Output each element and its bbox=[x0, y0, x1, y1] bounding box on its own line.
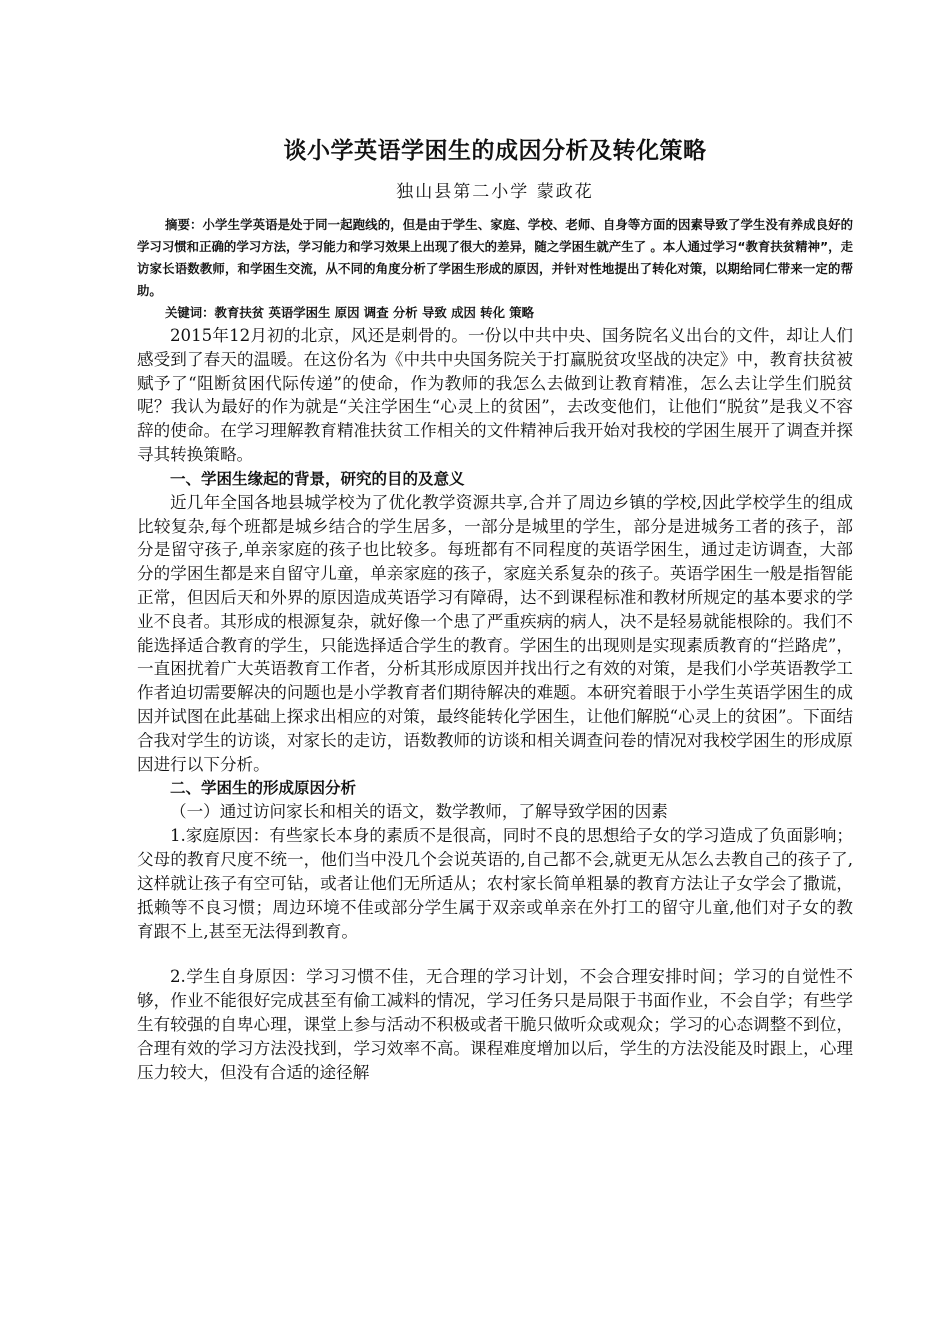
intro-paragraph: 2015年12月初的北京，风还是刺骨的。一份以中共中央、国务院名义出台的文件，却让人们感受到了春天的温暖。在这份名为《中共中央国务院关于打赢脱贫攻坚战的决定》中，教育扶贫被赋予了“阻断贫困代际传递”的使命，作为教师的我怎么去做到让教育精准，怎么去让学生们脱贫呢？我认为最好的作为就是“关注学困生“心灵上的贫困”，去改变他们，让他们“脱贫”是我义不容辞的使命。在学习理解教育精准扶贫工作相关的文件精神后我开始对我校的学困生展开了调查并探寻其转换策略。 bbox=[137, 326, 853, 464]
section-2-item-1: 1.家庭原因：有些家长本身的素质不是很高，同时不良的思想给子女的学习造成了负面影响；父母的教育尺度不统一，他们当中没几个会说英语的,自己都不会,就更无从怎么去教自己的孩子了,这样就让孩子有空可钻，或者让他们无所适从；农村家长简单粗暴的教育方法让子女学会了撒谎，抵赖等不良习惯；周边环境不佳或部分学生属于双亲或单亲在外打工的留守儿童,他们对子女的教育跟不上,甚至无法得到教育。 bbox=[137, 826, 853, 941]
section-2-item-2: 2.学生自身原因：学习习惯不佳，无合理的学习计划，不会合理安排时间；学习的自觉性不够，作业不能很好完成甚至有偷工减料的情况，学习任务只是局限于书面作业，不会自学；有些学生有较强的自卑心理，课堂上参与活动不积极或者干脆只做听众或观众；学习的心态调整不到位，合理有效的学习方法没找到，学习效率不高。课程难度增加以后，学生的方法没能及时跟上，心理压力较大，但没有合适的途径解 bbox=[137, 967, 853, 1082]
section-2-heading: 二、学困生的形成原因分析 bbox=[170, 779, 357, 798]
document-title: 谈小学英语学困生的成因分析及转化策略 bbox=[283, 138, 707, 164]
section-2-subheading: （一）通过访问家长和相关的语文，数学教师，了解导致学困的因素 bbox=[170, 802, 668, 822]
section-1-paragraph: 近几年全国各地县城学校为了优化教学资源共享,合并了周边乡镇的学校,因此学校学生的组成比较复杂,每个班都是城乡结合的学生居多，一部分是城里的学生，部分是进城务工者的孩子，部分是留守孩子,单亲家庭的孩子也比较多。每班都有不同程度的英语学困生，通过走访调查，大部分的学困生都是来自留守儿童，单亲家庭的孩子，家庭关系复杂的孩子。英语学困生一般是指智能正常，但因后天和外界的原因造成英语学习有障碍，达不到课程标准和教材所规定的基本要求的学业不良者。其形成的根源复杂，就好像一个患了严重疾病的病人，决不是轻易就能根除的。我们不能选择适合教育的学生，只能选择适合学生的教育。学困生的出现则是实现素质教育的“拦路虎”，一直困扰着广大英语教育工作者，分析其形成原因并找出行之有效的对策，是我们小学英语教学工作者迫切需要解决的问题也是小学教育者们期待解决的难题。本研究着眼于小学生英语学困生的成因并试图在此基础上探求出相应的对策，最终能转化学困生，让他们解脱“心灵上的贫困”。下面结合我对学生的访谈，对家长的走访，语数教师的访谈和相关调查问卷的情况对我校学困生的形成原因进行以下分析。 bbox=[137, 492, 853, 774]
section-1-heading: 一、学困生缘起的背景，研究的目的及意义 bbox=[170, 469, 465, 488]
keywords-line: 关键词：教育扶贫 英语学困生 原因 调查 分析 导致 成因 转化 策略 bbox=[165, 305, 535, 320]
document-page bbox=[137, 132, 853, 1084]
abstract-paragraph: 摘要：小学生学英语是处于同一起跑线的，但是由于学生、家庭、学校、老师、自身等方面的因素导致了学生没有养成良好的学习习惯和正确的学习方法，学习能力和学习效果上出现了很大的差异，随之学困生就产生了 。本人通过学习“教育扶贫精神”，走访家长语数教师，和学困生交流，从不同的角度分析了学困生形成的原因，并针对性地提出了转化对策，以期给同仁带来一定的帮助。 bbox=[137, 217, 853, 298]
paragraph-gap bbox=[137, 943, 853, 965]
author-line: 独山县第二小学 蒙政花 bbox=[396, 182, 594, 202]
